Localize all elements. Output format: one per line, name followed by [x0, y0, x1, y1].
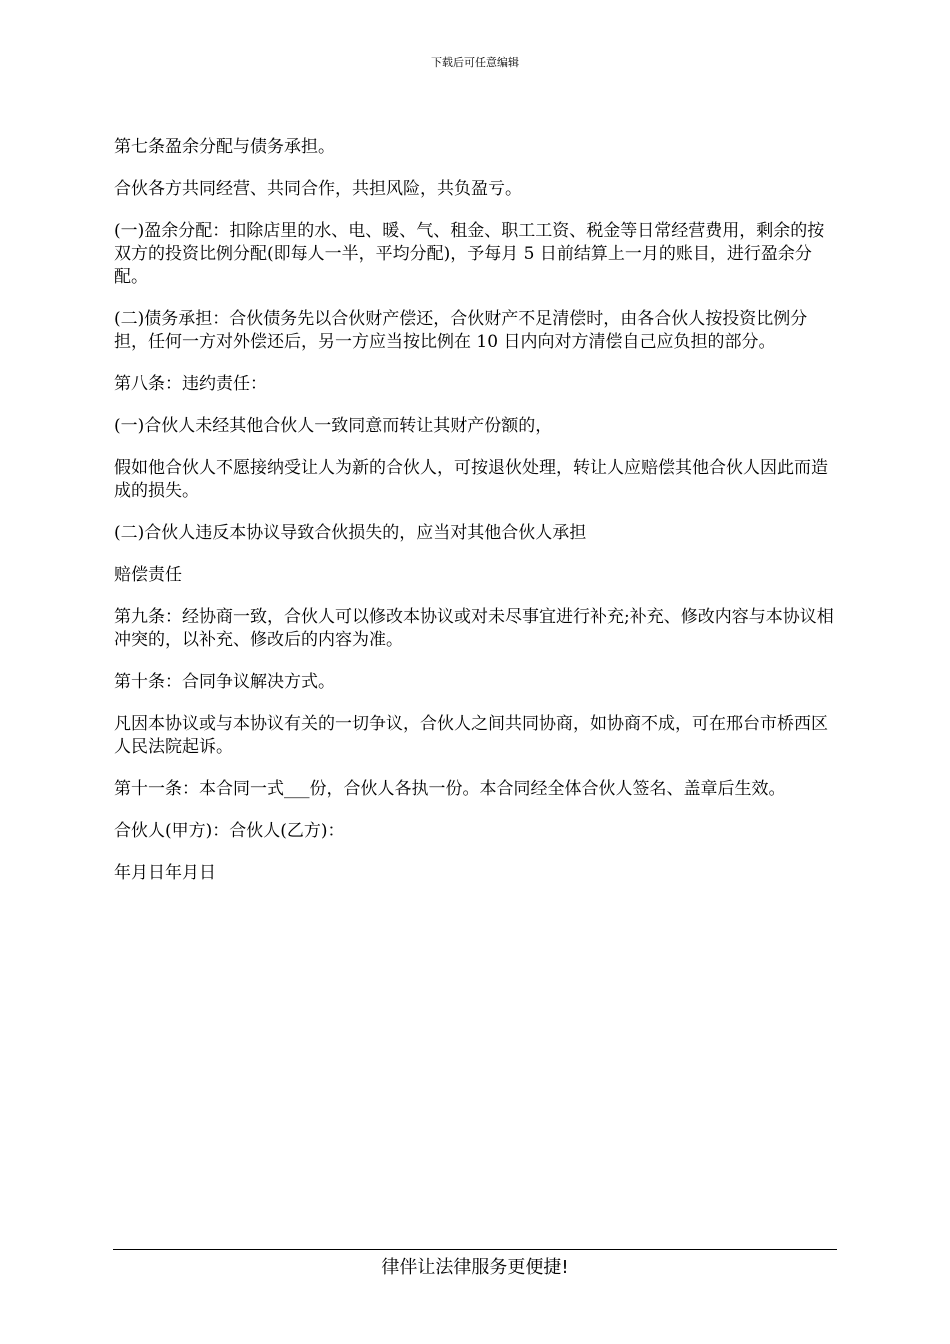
paragraph-breach-1: (一)合伙人未经其他合伙人一致同意而转让其财产份额的，	[114, 416, 553, 436]
footer-divider	[113, 1249, 837, 1250]
paragraph-breach-2-detail: 赔偿责任	[114, 565, 182, 585]
paragraph-article-7-principle: 合伙各方共同经营、共同合作，共担风险，共负盈亏。	[114, 179, 522, 199]
header-note: 下载后可任意编辑	[431, 56, 519, 69]
paragraph-article-8-title: 第八条：违约责任：	[114, 374, 267, 394]
paragraph-debt-bearing: (二)债务承担：合伙债务先以合伙财产偿还，合伙财产不足清偿时，由各合伙人按投资比例分担，任何一方对外偿还后，另一方应当按比例在 10 日内向对方清偿自己应负担的部分。	[114, 309, 808, 352]
paragraph-article-9: 第九条：经协商一致，合伙人可以修改本协议或对未尽事宜进行补充;补充、修改内容与本协议相冲突的，以补充、修改后的内容为准。	[114, 607, 834, 650]
paragraph-profit-distribution: (一)盈余分配：扣除店里的水、电、暖、气、租金、职工工资、税金等日常经营费用，剩余的按双方的投资比例分配(即每人一半，平均分配)，予每月 5 日前结算上一月的账目，进行盈余分配。	[114, 221, 825, 287]
paragraph-article-11: 第十一条：本合同一式___份，合伙人各执一份。本合同经全体合伙人签名、盖章后生效。	[114, 779, 786, 799]
footer-slogan: 律伴让法律服务更便捷!	[381, 1257, 569, 1278]
paragraph-breach-1-detail: 假如他合伙人不愿接纳受让人为新的合伙人，可按退伙处理，转让人应赔偿其他合伙人因此而造成的损失。	[114, 458, 828, 501]
paragraph-dispute-resolution: 凡因本协议或与本协议有关的一切争议，合伙人之间共同协商，如协商不成，可在邢台市桥西区人民法院起诉。	[114, 714, 828, 757]
paragraph-article-10-title: 第十条：合同争议解决方式。	[114, 672, 335, 692]
document-body	[114, 136, 838, 904]
paragraph-signature-parties: 合伙人(甲方)：合伙人(乙方)：	[114, 821, 345, 841]
paragraph-article-7-title: 第七条盈余分配与债务承担。	[114, 137, 335, 157]
paragraph-breach-2: (二)合伙人违反本协议导致合伙损失的，应当对其他合伙人承担	[114, 523, 587, 543]
paragraph-signature-dates: 年月日年月日	[114, 863, 216, 883]
